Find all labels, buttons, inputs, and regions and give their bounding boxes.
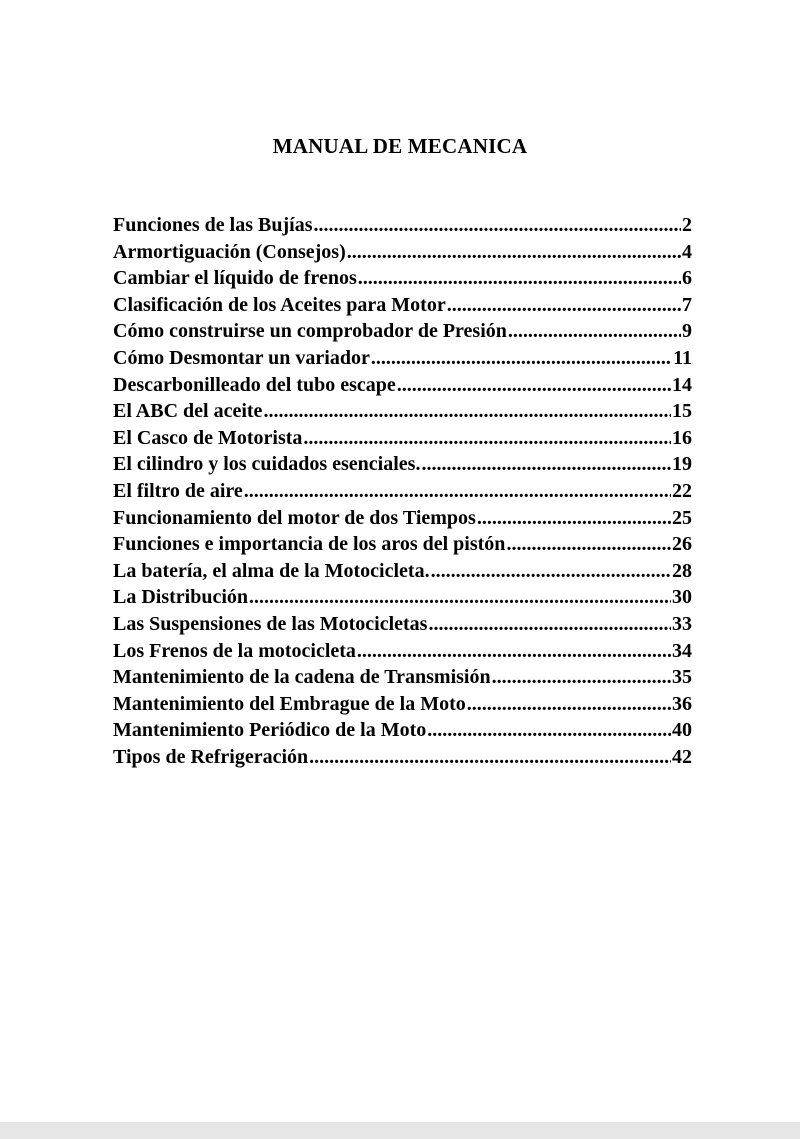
toc-entry-label: El Casco de Motorista [113, 426, 303, 449]
toc-entry [113, 239, 692, 266]
toc-entry [113, 691, 692, 718]
toc-entry-label: El ABC del aceite [113, 400, 263, 423]
toc-entry-page: 40 [672, 719, 692, 742]
toc-entry-page: 42 [672, 745, 692, 768]
toc-dot-leader [309, 744, 671, 770]
toc-entry [113, 638, 692, 665]
toc-entry [113, 372, 692, 399]
toc-entry-page: 28 [672, 559, 692, 582]
toc-entry [113, 478, 692, 505]
toc-entry-page: 36 [672, 692, 692, 715]
toc-entry-page: 15 [672, 400, 692, 423]
toc-dot-leader [508, 318, 681, 344]
toc-entry-label: La Distribución [113, 586, 249, 609]
toc-entry [113, 398, 692, 425]
toc-entry-page: 22 [672, 479, 692, 502]
toc-entry-label: Cambiar el líquido de frenos [113, 267, 357, 290]
toc-dot-leader [477, 505, 671, 531]
toc-entry-label: Mantenimiento Periódico de la Moto [113, 719, 427, 742]
toc-entry-page: 14 [672, 373, 692, 396]
viewer-bottom-strip [0, 1122, 800, 1139]
toc-entry-label: Funcionamiento del motor de dos Tiempos [113, 506, 476, 529]
toc-entry-label: Mantenimiento del Embrague de la Moto [113, 692, 466, 715]
toc-entry [113, 265, 692, 292]
toc-dot-leader [431, 558, 671, 584]
toc-dot-leader [506, 531, 671, 557]
toc-entry-page: 2 [682, 214, 692, 236]
table-of-contents [113, 212, 692, 770]
toc-entry [113, 584, 692, 611]
toc-entry-page: 7 [682, 293, 692, 316]
toc-entry-label: Los Frenos de la motocicleta [113, 639, 356, 662]
toc-dot-leader [371, 345, 672, 371]
document-title: MANUAL DE MECANICA [272, 134, 528, 158]
toc-dot-leader [492, 664, 671, 690]
toc-entry [113, 611, 692, 638]
toc-entry-label: Cómo construirse un comprobador de Presión [113, 320, 507, 343]
toc-dot-leader [357, 638, 671, 664]
toc-dot-leader [467, 691, 671, 717]
toc-entry-page: 4 [682, 240, 692, 263]
toc-dot-leader [347, 239, 681, 265]
toc-entry [113, 292, 692, 319]
toc-entry [113, 425, 692, 452]
toc-dot-leader [249, 584, 671, 610]
toc-entry-page: 9 [682, 320, 692, 343]
toc-entry-label: Descarbonilleado del tubo escape [113, 373, 396, 396]
toc-entry [113, 531, 692, 558]
toc-dot-leader [421, 451, 671, 477]
toc-entry-page: 16 [672, 426, 692, 449]
toc-entry-label: Clasificación de los Aceites para Motor [113, 293, 446, 316]
toc-entry-label: Funciones e importancia de los aros del pistón [113, 533, 506, 556]
toc-entry [113, 664, 692, 691]
toc-dot-leader [244, 478, 671, 504]
toc-entry [113, 451, 692, 478]
toc-entry-label: El filtro de aire [113, 479, 243, 502]
toc-entry-page: 19 [672, 453, 692, 476]
toc-entry-label: Armortiguación (Consejos) [113, 240, 346, 263]
toc-dot-leader [397, 372, 671, 398]
toc-entry-page: 11 [673, 346, 692, 369]
toc-dot-leader [427, 717, 671, 743]
toc-entry [113, 717, 692, 744]
toc-entry-label: El cilindro y los cuidados esenciales. [113, 453, 421, 476]
toc-entry-page: 25 [672, 506, 692, 529]
toc-dot-leader [303, 425, 671, 451]
toc-dot-leader [263, 398, 671, 424]
toc-entry-page: 26 [672, 533, 692, 556]
toc-entry [113, 505, 692, 532]
toc-entry-label: Cómo Desmontar un variador [113, 346, 370, 369]
toc-entry-page: 35 [672, 666, 692, 689]
toc-dot-leader [428, 611, 671, 637]
toc-entry [113, 318, 692, 345]
toc-entry-page: 30 [672, 586, 692, 609]
toc-entry-page: 33 [672, 612, 692, 635]
toc-entry-label: La batería, el alma de la Motocicleta. [113, 559, 430, 582]
toc-entry-label: Funciones de las Bujías [113, 214, 313, 236]
toc-entry-label: Las Suspensiones de las Motocicletas [113, 612, 428, 635]
toc-entry [113, 558, 692, 585]
toc-entry [113, 212, 692, 239]
toc-dot-leader [313, 212, 681, 238]
toc-entry-page: 34 [672, 639, 692, 662]
toc-dot-leader [358, 265, 681, 291]
toc-entry-label: Mantenimiento de la cadena de Transmisión [113, 666, 491, 689]
toc-entry-page: 6 [682, 267, 692, 290]
toc-entry [113, 744, 692, 771]
toc-entry [113, 345, 692, 372]
toc-dot-leader [447, 292, 681, 318]
toc-entry-label: Tipos de Refrigeración [113, 745, 309, 768]
